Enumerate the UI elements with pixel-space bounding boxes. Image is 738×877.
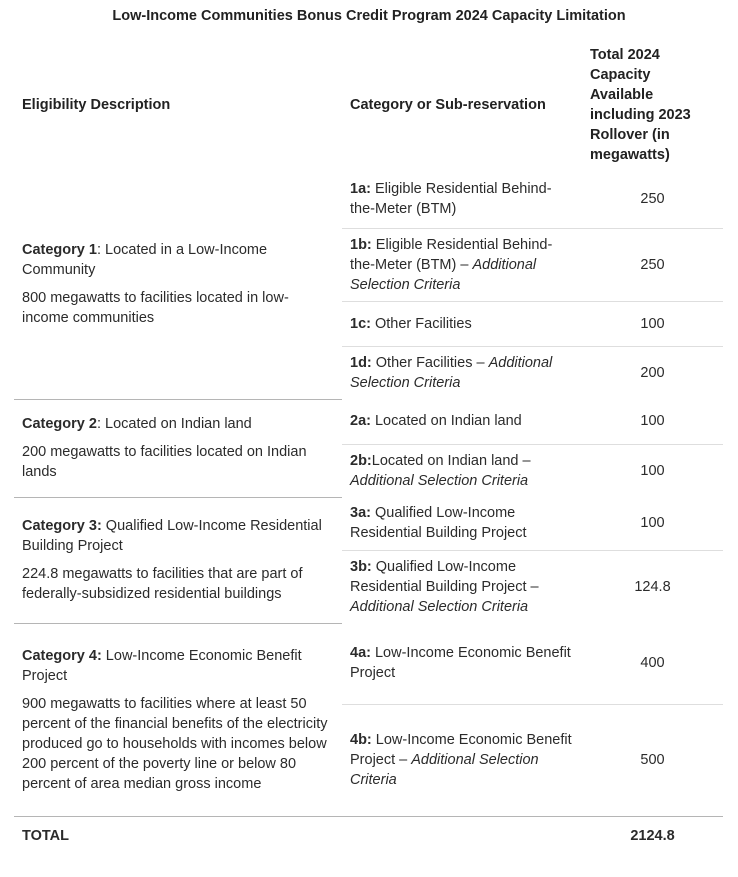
sub-reservation bbox=[342, 170, 582, 228]
table-row bbox=[14, 399, 723, 444]
capacity-value: 500 bbox=[582, 704, 723, 816]
sub-criteria: Additional Selection Criteria bbox=[350, 752, 539, 788]
sub-text: Low-Income Economic Benefit Project – bbox=[350, 732, 572, 768]
sub-reservation bbox=[342, 497, 582, 550]
sub-code: 1a: bbox=[350, 180, 371, 197]
sub-code: 3b: bbox=[350, 558, 372, 575]
capacity-value: 100 bbox=[640, 413, 665, 430]
sub-reservation bbox=[342, 228, 582, 301]
sub-code: 3a: bbox=[350, 505, 371, 522]
capacity-table bbox=[14, 40, 723, 855]
sub-reservation bbox=[342, 399, 582, 444]
sub-text: Eligible Residential Behind-the-Meter (BTM) – bbox=[350, 236, 553, 273]
sub-reservation bbox=[342, 444, 582, 497]
sub-text: Located on Indian land bbox=[370, 413, 522, 430]
category-label: Category 3: bbox=[22, 518, 102, 534]
sub-reservation bbox=[342, 623, 582, 704]
category-title: Qualified Low-Income Residential Building Project bbox=[22, 518, 322, 554]
category-description bbox=[14, 497, 342, 623]
category-description bbox=[14, 170, 342, 399]
header-row bbox=[14, 40, 723, 170]
category-title: Low-Income Economic Benefit Project bbox=[22, 647, 302, 684]
sub-reservation bbox=[342, 704, 582, 816]
category-title: : Located in a Low-Income Community bbox=[22, 242, 268, 279]
sub-criteria: Additional Selection Criteria bbox=[350, 472, 529, 489]
total-row bbox=[14, 816, 723, 855]
category-detail: 800 megawatts to facilities located in low-income communities bbox=[22, 290, 289, 327]
category-label: Category 4: bbox=[22, 647, 102, 664]
sub-text: Qualified Low-Income Residential Building Project bbox=[350, 505, 527, 542]
sub-criteria: Additional Selection Criteria bbox=[350, 256, 537, 293]
category-detail: 900 megawatts to facilities where at least 50 percent of the financial benefits of the electricity produced go to households with incomes below 200 percent of the poverty line or below 80 percent of area median gross income bbox=[22, 695, 328, 792]
sub-text: Eligible Residential Behind-the-Meter (BTM) bbox=[350, 180, 552, 217]
category-label: Category 1 bbox=[22, 242, 97, 259]
category-description bbox=[14, 623, 342, 816]
sub-criteria: Additional Selection Criteria bbox=[350, 354, 553, 391]
capacity-value: 250 bbox=[640, 190, 665, 207]
capacity-value: 200 bbox=[582, 346, 723, 399]
sub-code: 2b: bbox=[350, 452, 372, 469]
sub-text: Located on Indian land – bbox=[371, 452, 531, 469]
category-detail: 200 megawatts to facilities located on Indian lands bbox=[22, 444, 307, 480]
capacity-value: 100 bbox=[582, 444, 723, 497]
total-label: TOTAL bbox=[14, 816, 342, 855]
capacity-value: 400 bbox=[640, 655, 665, 672]
sub-text: Other Facilities bbox=[370, 315, 472, 332]
sub-text: Qualified Low-Income Residential Building Project – bbox=[350, 558, 539, 595]
sub-code: 4a: bbox=[350, 645, 371, 662]
table-row bbox=[14, 497, 723, 550]
sub-reservation bbox=[342, 346, 582, 399]
total-value: 2124.8 bbox=[582, 816, 723, 855]
sub-code: 1d: bbox=[350, 354, 372, 371]
category-title: : Located on Indian land bbox=[96, 416, 252, 432]
sub-reservation bbox=[342, 550, 582, 623]
capacity-value: 100 bbox=[582, 301, 723, 346]
capacity-value: 124.8 bbox=[582, 550, 723, 623]
sub-text: Low-Income Economic Benefit Project bbox=[350, 645, 571, 682]
category-label: Category 2 bbox=[22, 416, 97, 432]
sub-code: 4b: bbox=[350, 732, 372, 748]
category-description bbox=[14, 399, 342, 497]
capacity-value: 250 bbox=[582, 228, 723, 301]
total-spacer bbox=[342, 816, 582, 855]
header-capacity: Total 2024 Capacity Available including 2023 Rollover (in megawatts) bbox=[590, 47, 691, 163]
sub-code: 1c: bbox=[350, 315, 371, 332]
table-row bbox=[14, 170, 723, 228]
table-row bbox=[14, 623, 723, 704]
table-title: Low-Income Communities Bonus Credit Program 2024 Capacity Limitation bbox=[112, 8, 626, 24]
sub-text: Other Facilities – bbox=[371, 354, 489, 371]
capacity-value: 100 bbox=[640, 515, 665, 532]
sub-code: 2a: bbox=[350, 413, 371, 430]
category-detail: 224.8 megawatts to facilities that are part of federally-subsidized residential buildings bbox=[22, 566, 303, 602]
header-eligibility: Eligibility Description bbox=[22, 97, 171, 113]
sub-code: 1b: bbox=[350, 236, 372, 253]
sub-reservation bbox=[342, 301, 582, 346]
header-category: Category or Sub-reservation bbox=[350, 97, 546, 113]
sub-criteria: Additional Selection Criteria bbox=[350, 598, 529, 615]
